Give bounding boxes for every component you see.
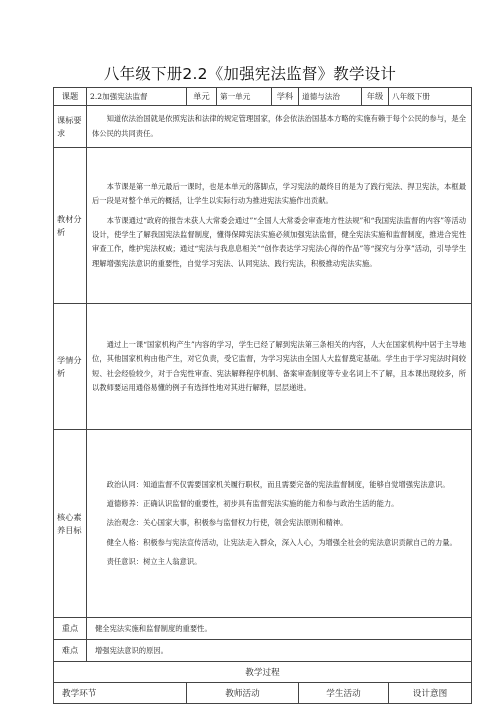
literacy-item: 政治认同：知道监督不仅需要国家机关履行职权，而且需要完备的宪法监督制度，能够自觉增强宪法意识。 (106, 479, 450, 489)
material-paragraph: 本节课是第一单元最后一课时，也是本单元的落脚点，学习宪法的最终目的是为了践行宪法、捍卫宪法，本框最后一段是对整个单元的概括，让学生以实际行动为推进宪法实施作出贡献。 (92, 182, 466, 206)
unit-label: 单元 (187, 88, 217, 106)
difficulty-text: 增强宪法意识的原因。 (87, 640, 472, 662)
standard-cell (87, 106, 472, 148)
standard-label: 课标要求 (54, 106, 87, 148)
literacy-cell (87, 430, 472, 618)
students-label: 学情分析 (54, 304, 87, 430)
key-point-label: 重点 (54, 618, 87, 640)
literacy-item: 道德修养：正确认识监督的重要性，初步具有监督宪法实施的能力和参与政治生活的能力。 (106, 499, 399, 509)
difficulty-row (54, 640, 472, 662)
subject-value: 道德与法治 (299, 88, 362, 106)
topic-value: 2.2加强宪法监督 (87, 88, 187, 106)
literacy-item: 健全人格：积极参与宪法宣传活动，让宪法走入群众，深入人心，为增强全社会的宪法意识贡献自己的力量。 (106, 537, 457, 547)
material-row (54, 148, 472, 304)
column-header: 学生活动 (299, 683, 389, 704)
key-point-text: 健全宪法实施和监督制度的重要性。 (87, 618, 472, 640)
subject-label: 学科 (272, 88, 299, 106)
standard-row (54, 106, 472, 148)
literacy-item: 责任意识：树立主人翁意识。 (106, 556, 202, 566)
topic-label: 课题 (54, 88, 87, 106)
students-text: 通过上一课“国家机构产生”内容的学习，学生已经了解到宪法第三条相关的内容，人大在国家机构中居于主导地位，其他国家机构由他产生，对它负责，受它监督，为学习宪法由全国人大监督奠定基础。学生由于学习宪法时间较短、社会经验较少，对于合宪性审查、宪法解释程序机制、备案审查制度等专业名词上不了解，且本课出现较多，所以教师要运用通俗易懂的例子有选择性地对其进行解释，层层递进。 (92, 339, 466, 392)
difficulty-label: 难点 (54, 640, 87, 662)
unit-value: 第一单元 (217, 88, 272, 106)
process-column-header-row (54, 683, 472, 704)
material-label: 教材分析 (54, 148, 87, 304)
column-header: 教学环节 (54, 683, 187, 704)
lesson-plan-table (53, 87, 472, 704)
column-header: 设计意图 (389, 683, 472, 704)
grade-label: 年级 (362, 88, 389, 106)
header-row (54, 88, 472, 106)
students-row (54, 304, 472, 430)
material-cell (87, 148, 472, 304)
literacy-row (54, 430, 472, 618)
column-header: 教师活动 (187, 683, 299, 704)
standard-text: 知道依法治国就是依照宪法和法律的规定管理国家，体会依法治国基本方略的实施有赖于每个公民的参与，是全体公民的共同责任。 (92, 114, 466, 138)
grade-value: 八年级下册 (389, 88, 472, 106)
process-title-row (54, 662, 472, 683)
literacy-item: 法治观念：关心国家大事，积极参与监督权力行使，领会宪法原则和精神。 (106, 518, 348, 528)
literacy-label: 核心素养目标 (54, 430, 87, 618)
students-cell (87, 304, 472, 430)
page-title: 八年级下册2.2《加强宪法监督》教学设计 (103, 65, 397, 83)
key-point-row (54, 618, 472, 640)
material-paragraph: 本节课通过“政府的报告未获人大常委会通过”“全国人大常委会审查地方性法规”和“我国宪法监督的内容”等活动设计，使学生了解我国宪法监督制度，懂得保障宪法实施必须加强宪法监督，健全宪法实施和监督制度，推进合宪性审查工作，维护宪法权威；通过“宪法与我息息相关”“创作表达学习宪法心得的作品”等“探究与分享”活动，引导学生理解增强宪法意识的重要性，自觉学习宪法、认同宪法、践行宪法，积极推动宪法实施。 (92, 215, 466, 268)
process-title: 教学过程 (54, 662, 472, 683)
